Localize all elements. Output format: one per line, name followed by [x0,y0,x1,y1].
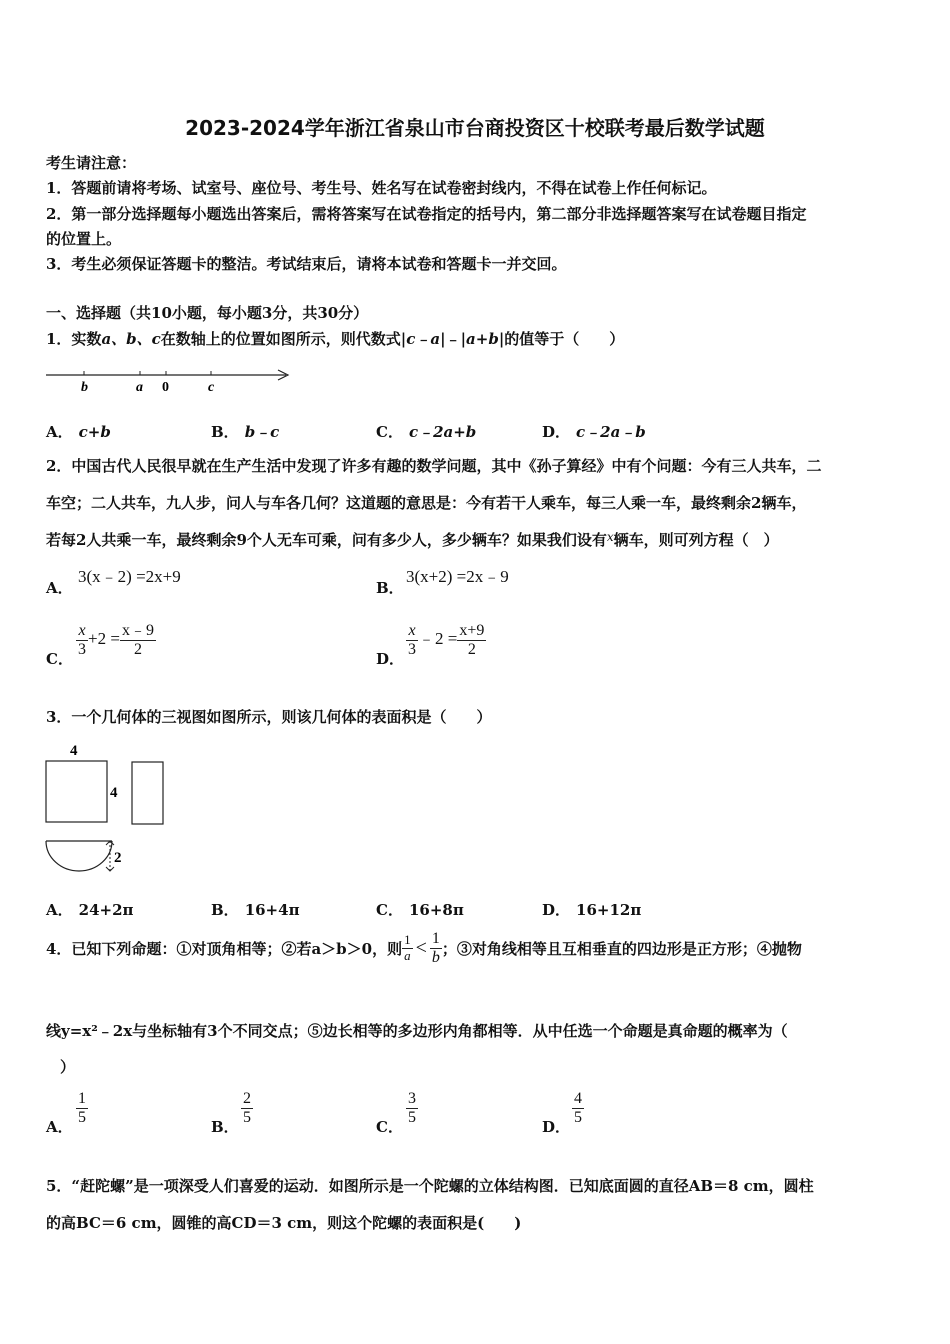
option-b[interactable]: B． b﹣c [211,423,280,441]
number-line-figure [44,360,294,400]
axis-label-b: b [81,380,88,395]
page-title: 2023-2024学年浙江省泉山市台商投资区十校联考最后数学试题 [185,116,765,140]
option-d[interactable]: D． c﹣2a﹣b [542,423,646,441]
option-b-equation: 3(x+2) =2x﹣9 [406,567,509,586]
notice-item: 3．考生必须保证答题卡的整洁。考试结束后，请将本试卷和答题卡一并交回。 [46,255,567,273]
option-d[interactable]: D． [376,650,405,668]
option-a-fraction: $\frac{1}{5}$ [78,1090,86,1126]
option-a[interactable]: A． 24+2π [46,901,134,919]
question-4-line: ） [60,1058,76,1076]
svg-text:4: 4 [70,743,78,759]
three-view-figure-right [128,758,168,828]
option-b[interactable]: B． [376,579,404,597]
option-c-equation: $\frac{x}{3}$ +2 = $\frac{x﹣9}{2}$ [78,622,154,658]
question-1-stem: 1．实数a、b、c在数轴上的位置如图所示，则代数式|c﹣a|﹣|a+b|的值等于（ ） [46,330,625,348]
axis-label-a: a [136,380,143,395]
question-3-stem: 3．一个几何体的三视图如图所示，则该几何体的表面积是（ ） [46,708,492,726]
option-d[interactable]: D． [542,1118,571,1136]
option-c[interactable]: C． [46,650,73,668]
axis-label-c: c [208,380,215,395]
question-5-line: 的高BC＝6 cm，圆锥的高CD＝3 cm，则这个陀螺的表面积是( ) [46,1214,522,1232]
svg-text:4: 4 [110,785,118,801]
three-view-figure-left [40,738,140,878]
option-d[interactable]: D． 16+12π [542,901,642,919]
option-c[interactable]: C． c﹣2a+b [376,423,477,441]
question-5-line: 5．“赶陀螺”是一项深受人们喜爱的运动．如图所示是一个陀螺的立体结构图．已知底面圆的直径AB＝8 cm，圆柱 [46,1177,814,1195]
option-a[interactable]: A． [46,1118,73,1136]
option-a[interactable]: A． c+b [46,423,111,441]
axis-label-0: 0 [162,380,169,395]
question-2-line: 若每2人共乘一车，最终剩余9个人无车可乘，问有多少人，多少辆车？如果我们设有$^x$辆车，则可列方程（ ） [46,530,779,549]
option-a-equation: 3(x﹣2) =2x+9 [78,567,181,586]
option-d-fraction: $\frac{4}{5}$ [574,1090,582,1126]
option-c[interactable]: C． [376,1118,403,1136]
question-4-line: 4．已知下列命题：①对顶角相等；②若a＞b＞0，则 $\frac{1}{a}$ < $\frac{1}{b}$ ；③对角线相等且互相垂直的四边形是正方形；④抛物 [46,930,802,966]
notice-item: 2．第一部分选择题每小题选出答案后，需将答案写在试卷指定的括号内，第二部分非选择题答案写在试卷题目指定 [46,205,807,223]
question-2-line: 车空；二人共车，九人步，问人与车各几何？这道题的意思是：今有若干人乘车，每三人乘一车，最终剩余2辆车， [46,494,807,512]
section-heading: 一、选择题（共10小题，每小题3分，共30分） [46,304,369,322]
option-b[interactable]: B． 16+4π [211,901,300,919]
option-a[interactable]: A． [46,579,73,597]
option-c-fraction: $\frac{3}{5}$ [408,1090,416,1126]
question-2-line: 2．中国古代人民很早就在生产生活中发现了许多有趣的数学问题，其中《孙子算经》中有个问题：今有三人共车，二 [46,457,822,475]
option-d-equation: $\frac{x}{3}$ ﹣2 = $\frac{x+9}{2}$ [408,622,485,658]
question-4-line: 线y=x²﹣2x与坐标轴有3个不同交点；⑤边长相等的多边形内角都相等．从中任选一个命题是真命题的概率为（ [46,1022,788,1040]
option-b-fraction: $\frac{2}{5}$ [243,1090,251,1126]
notice-item: 1．答题前请将考场、试室号、座位号、考生号、姓名写在试卷密封线内，不得在试卷上作任何标记。 [46,179,717,197]
option-b[interactable]: B． [211,1118,239,1136]
svg-text:2: 2 [114,850,122,866]
notice-item: 的位置上。 [46,230,122,248]
notice-heading: 考生请注意： [46,154,137,172]
option-c[interactable]: C． 16+8π [376,901,464,919]
